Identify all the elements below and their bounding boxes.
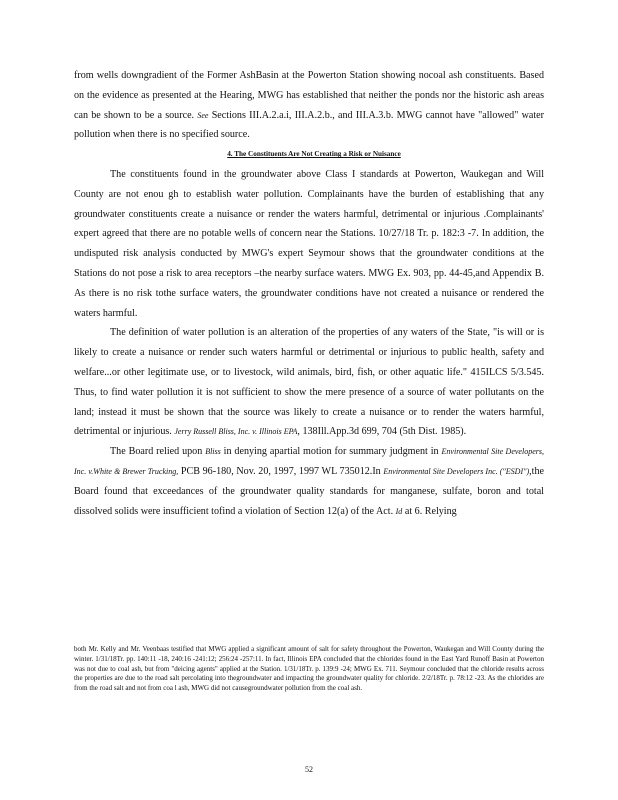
id-signal: Id [395, 506, 403, 516]
section-heading: 4. The Constituents Are Not Creating a Risk or Nuisance [227, 150, 401, 159]
paragraph-definition: The definition of water pollution is an alteration of the properties of any waters of the State, "is will or is likely to create a nuisance or render such waters harmful or detrimental or injurious to public health, safety and welfare...or other legitimate use, or to livestock, wild animals, bird, fish, or other aquatic life." 415ILCS 5/3.545. Thus, to find water pollution it is not sufficient to show the mere presence of a source of water pollutants on the land; instead it must be shown that the source was likely to create a nuisance or to render the waters harmful, detrimental or injurious. Jerry Russell Bliss, Inc. v. Illinois EPA, 138Ill.App.3d 699, 704 (5th Dist. 1985). [74, 327, 544, 438]
case-citation-esdi: Environmental Site Developers, Inc. v.White & Brewer Trucking, [74, 447, 544, 476]
see-signal: See [197, 110, 209, 120]
paragraph-constituents: The constituents found in the groundwater above Class I standards at Powerton, Waukegan and Will County are not enou gh to establish water pollution. Complainants have the burden of establishing that any groundwater constituents create a nuisance or render the waters harmful, detrimental or injurious .Complainants' expert agreed that there are no potable wells of concern near the Stations. 10/27/18 Tr. p. 182:3 -7. In addition, the undisputed risk analysis conducted by MWG's expert Seymour shows that the groundwater conditions at the Stations do not pose a risk to area receptors –the nearby surface waters. MWG Ex. 903, pp. 44-45,and Appendix B. As there is no risk tothe surface waters, the groundwater conditions have not created a nuisance or rendered the waters harmful. [74, 168, 544, 319]
paragraph-board: The Board relied upon Bliss in denying apartial motion for summary judgment in Environmental Site Developers, Inc. v.White & Brewer Trucking, PCB 96-180, Nov. 20, 1997, 1997 WL 735012.In Environmental Site Developers Inc. ("ESDI"),the Board found that exceedances of the groundwater quality standards for manganese, sulfate, boron and total dissolved solids were insufficient tofind a violation of Section 12(a) of the Act. Id at 6. Relying [74, 446, 545, 517]
page-number: 52 [305, 765, 313, 774]
case-citation-bliss: Jerry Russell Bliss, Inc. v. Illinois EPA [174, 427, 298, 437]
body-text [74, 66, 544, 521]
footnote-text: both Mr. Kelly and Mr. Veenbaas testified that MWG applied a significant amount of salt for safety throughout the Powerton, Waukegan and Will County during the winter. 1/31/18Tr. pp. 140:11 -18, 240:16 -241:12; 256:24 -257:11. In fact, Illinois EPA concluded that the chlorides found in the East Yard Runoff Basin at Powerton was not due to coal ash, but from "deicing agents" applied at the Station. 1/31/18Tr. p. 139:9 -24; MWG Ex. 711. Seymour concluded that the chloride results across the properties are due to the road salt percolating into thegroundwater and impacting the groundwater quality for chloride. 2/2/18Tr. p. 78:12 -23. As the chlorides are from the road salt and not from coa l ash, MWG did not causegroundwater pollution from the coal ash. [74, 645, 544, 693]
footnote [74, 645, 544, 694]
case-short-esdi: Environmental Site Developers Inc. ("ESDI") [383, 466, 530, 476]
case-short-bliss: Bliss [205, 447, 221, 457]
paragraph-intro: from wells downgradient of the Former AshBasin at the Powerton Station showing nocoal ash constituents. Based on the evidence as presented at the Hearing, MWG has established that neither the ponds nor the historic ash areas can be shown to be a source. See Sections III.A.2.a.i, III.A.2.b., and III.A.3.b. MWG cannot have "allowed" water pollution when there is no specified source. [74, 70, 544, 141]
